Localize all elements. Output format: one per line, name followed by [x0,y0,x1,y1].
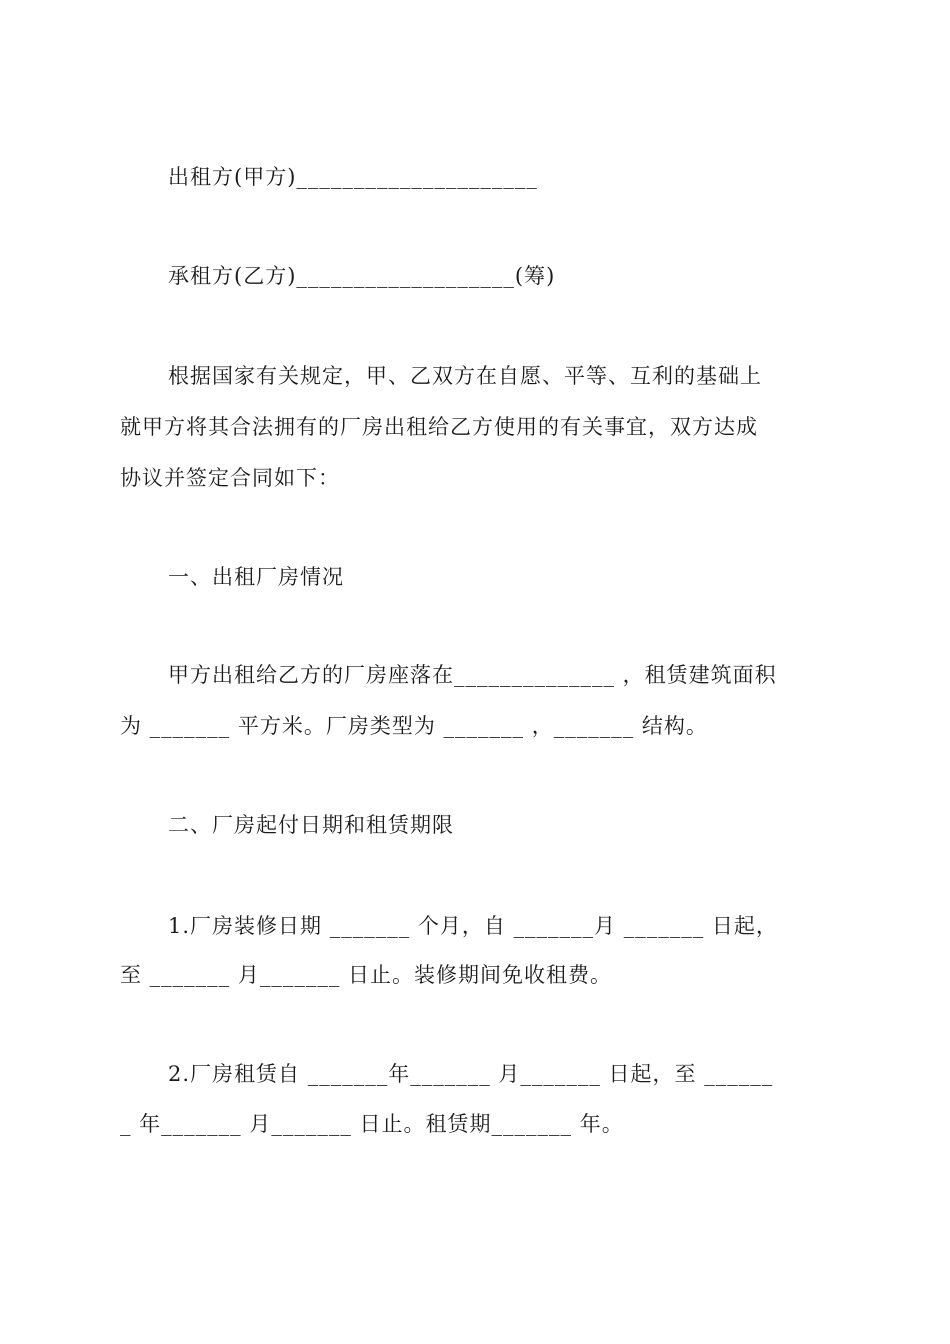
section1-heading: 一、出租厂房情况 [168,565,344,589]
intro-line-3: 协议并签定合同如下： [120,466,340,490]
section2-item1-line-2: 至 _______ 月_______ 日止。装修期间免收租费。 [120,963,613,987]
section2-item2-line-1: 2.厂房租赁自 _______年_______ 月_______ 日起，至 ______ [168,1062,774,1086]
intro-line-2: 就甲方将其合法拥有的厂房出租给乙方使用的有关事宜，双方达成 [120,415,758,439]
intro-line-1: 根据国家有关规定，甲、乙双方在自愿、平等、互利的基础上 [168,364,762,388]
section1-line-1: 甲方出租给乙方的厂房座落在______________ ，租赁建筑面积 [168,663,777,687]
section2-item2-line-2: _ 年_______ 月_______ 日止。租赁期_______ 年。 [120,1112,624,1136]
lessee-line: 承租方(乙方)___________________(筹) [168,264,556,288]
section2-heading: 二、厂房起付日期和租赁期限 [168,813,454,837]
section2-item1-line-1: 1.厂房装修日期 _______ 个月，自 _______月 _______ 日起， [168,914,778,938]
lessor-line: 出租方(甲方)_____________________ [168,165,538,189]
section1-line-2: 为 _______ 平方米。厂房类型为 _______ ，_______ 结构。 [120,714,708,738]
